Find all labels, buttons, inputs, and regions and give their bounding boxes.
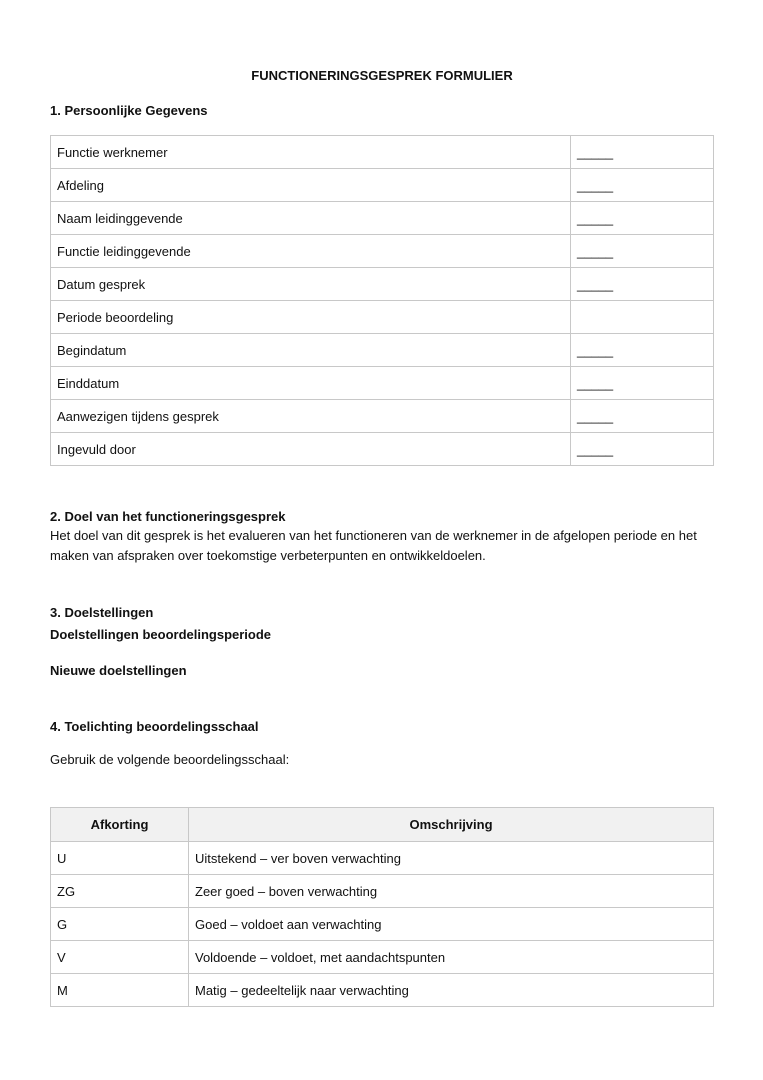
field-value[interactable]: _____ (571, 202, 714, 235)
rating-description: Goed – voldoet aan verwachting (189, 908, 714, 941)
field-value[interactable]: _____ (571, 235, 714, 268)
field-value[interactable]: _____ (571, 367, 714, 400)
table-row (51, 301, 714, 334)
field-label: Afdeling (51, 169, 571, 202)
rating-description: Voldoende – voldoet, met aandachtspunten (189, 941, 714, 974)
table-row (51, 235, 714, 268)
section2-text: Het doel van dit gesprek is het evalueren van het functioneren van de werknemer in de afgelopen periode en het maken van afspraken over toekomstige verbeterpunten en ontwikkeldoelen. (50, 528, 697, 563)
section4-intro: Gebruik de volgende beoordelingsschaal: (50, 752, 290, 767)
col-header-abbreviation: Afkorting (51, 808, 189, 842)
section3-heading: 3. Doelstellingen (50, 605, 154, 620)
section1-heading: 1. Persoonlijke Gegevens (50, 103, 208, 118)
rating-description: Matig – gedeeltelijk naar verwachting (189, 974, 714, 1007)
table-row (51, 268, 714, 301)
section2-heading: 2. Doel van het functioneringsgesprek (50, 509, 286, 524)
table-row (51, 908, 714, 941)
field-label: Functie werknemer (51, 136, 571, 169)
field-label: Ingevuld door (51, 433, 571, 466)
field-label: Aanwezigen tijdens gesprek (51, 400, 571, 433)
field-value[interactable]: _____ (571, 169, 714, 202)
field-label: Naam leidinggevende (51, 202, 571, 235)
rating-scale-table (50, 807, 714, 1007)
table-row (51, 974, 714, 1007)
table-row (51, 202, 714, 235)
section3-sub-new-goals: Nieuwe doelstellingen (50, 663, 187, 678)
personal-data-table (50, 135, 714, 466)
rating-description: Zeer goed – boven verwachting (189, 875, 714, 908)
rating-abbreviation: M (51, 974, 189, 1007)
document-title: FUNCTIONERINGSGESPREK FORMULIER (251, 68, 513, 83)
field-label: Einddatum (51, 367, 571, 400)
field-value[interactable]: _____ (571, 334, 714, 367)
field-value[interactable]: _____ (571, 400, 714, 433)
rating-abbreviation: V (51, 941, 189, 974)
col-header-description: Omschrijving (189, 808, 714, 842)
section3-sub-period-goals: Doelstellingen beoordelingsperiode (50, 627, 272, 642)
table-row (51, 169, 714, 202)
rating-description: Uitstekend – ver boven verwachting (189, 842, 714, 875)
table-row (51, 842, 714, 875)
table-row (51, 400, 714, 433)
field-label: Datum gesprek (51, 268, 571, 301)
section4-heading: 4. Toelichting beoordelingsschaal (50, 719, 259, 734)
field-label: Begindatum (51, 334, 571, 367)
rating-scale-header-row (51, 808, 714, 842)
table-row (51, 875, 714, 908)
field-label: Periode beoordeling (51, 301, 571, 334)
table-row (51, 433, 714, 466)
field-value[interactable] (571, 301, 714, 334)
field-value[interactable]: _____ (571, 136, 714, 169)
table-row (51, 941, 714, 974)
field-value[interactable]: _____ (571, 433, 714, 466)
rating-abbreviation: U (51, 842, 189, 875)
rating-abbreviation: ZG (51, 875, 189, 908)
field-value[interactable]: _____ (571, 268, 714, 301)
table-row (51, 367, 714, 400)
field-label: Functie leidinggevende (51, 235, 571, 268)
table-row (51, 136, 714, 169)
rating-abbreviation: G (51, 908, 189, 941)
table-row (51, 334, 714, 367)
